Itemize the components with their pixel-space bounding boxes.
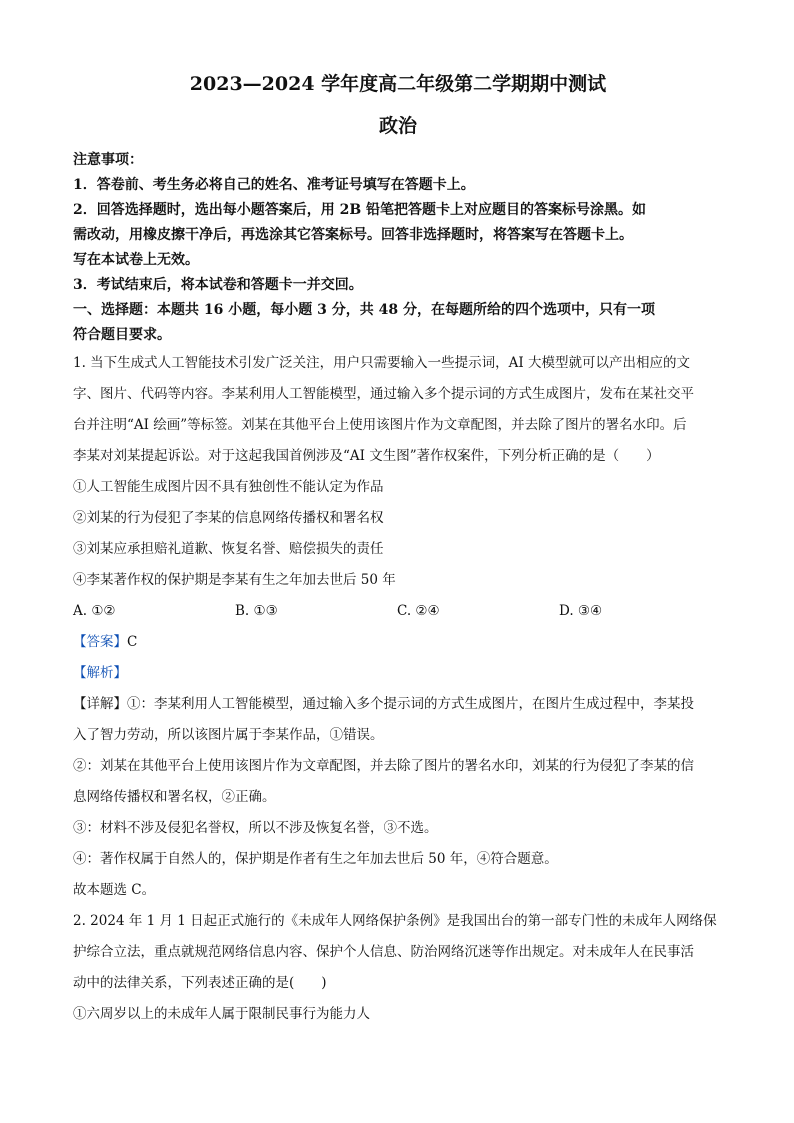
analysis-row — [73, 658, 723, 689]
exam-subject: 政治 — [378, 115, 417, 137]
option-a: A. ①② — [73, 603, 116, 619]
statement-item: ①人工智能生成图片因不具有独创性不能认定为作品 — [73, 479, 384, 495]
detail-tag: 【详解】 — [73, 696, 127, 712]
statement-item: ②刘某的行为侵犯了李某的信息网络传播权和署名权 — [73, 510, 384, 526]
question-1 — [73, 348, 723, 906]
option-b: B. ①③ — [235, 603, 278, 619]
section-heading: 一、选择题：本题共 16 小题，每小题 3 分，共 48 分，在每题所给的四个选项中，只有一项 — [73, 302, 655, 318]
question-2 — [73, 906, 723, 1030]
notice-line: 3．考试结束后，将本试卷和答题卡一并交回。 — [73, 277, 363, 293]
statement-item: ①六周岁以上的未成年人属于限制民事行为能力人 — [73, 1006, 370, 1022]
question-stem-line: 动中的法律关系，下列表述正确的是( ) — [73, 975, 327, 991]
detail-line: 息网络传播权和署名权，②正确。 — [73, 789, 276, 805]
section-heading: 符合题目要求。 — [73, 327, 171, 343]
statement-item: ④李某著作权的保护期是李某有生之年加去世后 50 年 — [73, 572, 396, 588]
notice-line: 1．答卷前、考生务必将自己的姓名、准考证号填写在答题卡上。 — [73, 177, 475, 193]
detail-line: 入了智力劳动，所以该图片属于李某作品，①错误。 — [73, 727, 384, 743]
option-c: C. ②④ — [397, 603, 440, 619]
question-stem-line: 1. 当下生成式人工智能技术引发广泛关注，用户只需要输入一些提示词，AI 大模型就可以产出相应的文 — [73, 355, 691, 371]
notice-heading: 注意事项： — [73, 152, 143, 168]
exam-page — [73, 72, 723, 1030]
notice-line: 写在本试卷上无效。 — [73, 252, 199, 268]
question-stem-line: 字、图片、代码等内容。李某利用人工智能模型，通过输入多个提示词的方式生成图片，发布在某社交平 — [73, 386, 694, 402]
detail-text: ①：李某利用人工智能模型，通过输入多个提示词的方式生成图片，在图片生成过程中，李某投 — [127, 696, 694, 712]
question-stem-line: 李某对刘某提起诉讼。对于这起我国首例涉及“AI 文生图”著作权案件，下列分析正确的是（ ） — [73, 448, 660, 464]
statement-item: ③刘某应承担赔礼道歉、恢复名誉、赔偿损失的责任 — [73, 541, 384, 557]
detail-line: ③：材料不涉及侵犯名誉权，所以不涉及恢复名誉，③不选。 — [73, 820, 438, 836]
question-stem-line: 台并注明“AI 绘画”等标签。刘某在其他平台上使用该图片作为文章配图，并去除了图片的署名水印。后 — [73, 417, 687, 433]
answer-options — [73, 596, 723, 627]
answer-row — [73, 627, 723, 658]
detail-line — [73, 689, 723, 720]
question-stem-line: 护综合立法，重点就规范网络信息内容、保护个人信息、防治网络沉迷等作出规定。对未成年人在民事活 — [73, 944, 694, 960]
notice-section — [73, 148, 723, 348]
option-d: D. ③④ — [559, 603, 603, 619]
detail-line: ④：著作权属于自然人的，保护期是作者有生之年加去世后 50 年，④符合题意。 — [73, 851, 558, 867]
answer-tag: 【答案】 — [73, 634, 127, 650]
detail-line: ②：刘某在其他平台上使用该图片作为文章配图，并去除了图片的署名水印，刘某的行为侵犯了李某的信 — [73, 758, 694, 774]
question-stem-line: 2. 2024 年 1 月 1 日起正式施行的《未成年人网络保护条例》是我国出台的第一部专门性的未成年人网络保 — [73, 913, 717, 929]
notice-line: 需改动，用橡皮擦干净后，再选涂其它答案标号。回答非选择题时，将答案写在答题卡上。 — [73, 227, 633, 243]
notice-line: 2．回答选择题时，选出每小题答案后，用 2B 铅笔把答题卡上对应题目的答案标号涂黑。如 — [73, 202, 647, 218]
exam-title: 2023—2024 学年度高二年级第二学期期中测试 — [189, 73, 607, 95]
conclusion-line: 故本题选 C。 — [73, 882, 156, 898]
answer-value: C — [127, 634, 138, 650]
analysis-tag: 【解析】 — [73, 665, 127, 681]
